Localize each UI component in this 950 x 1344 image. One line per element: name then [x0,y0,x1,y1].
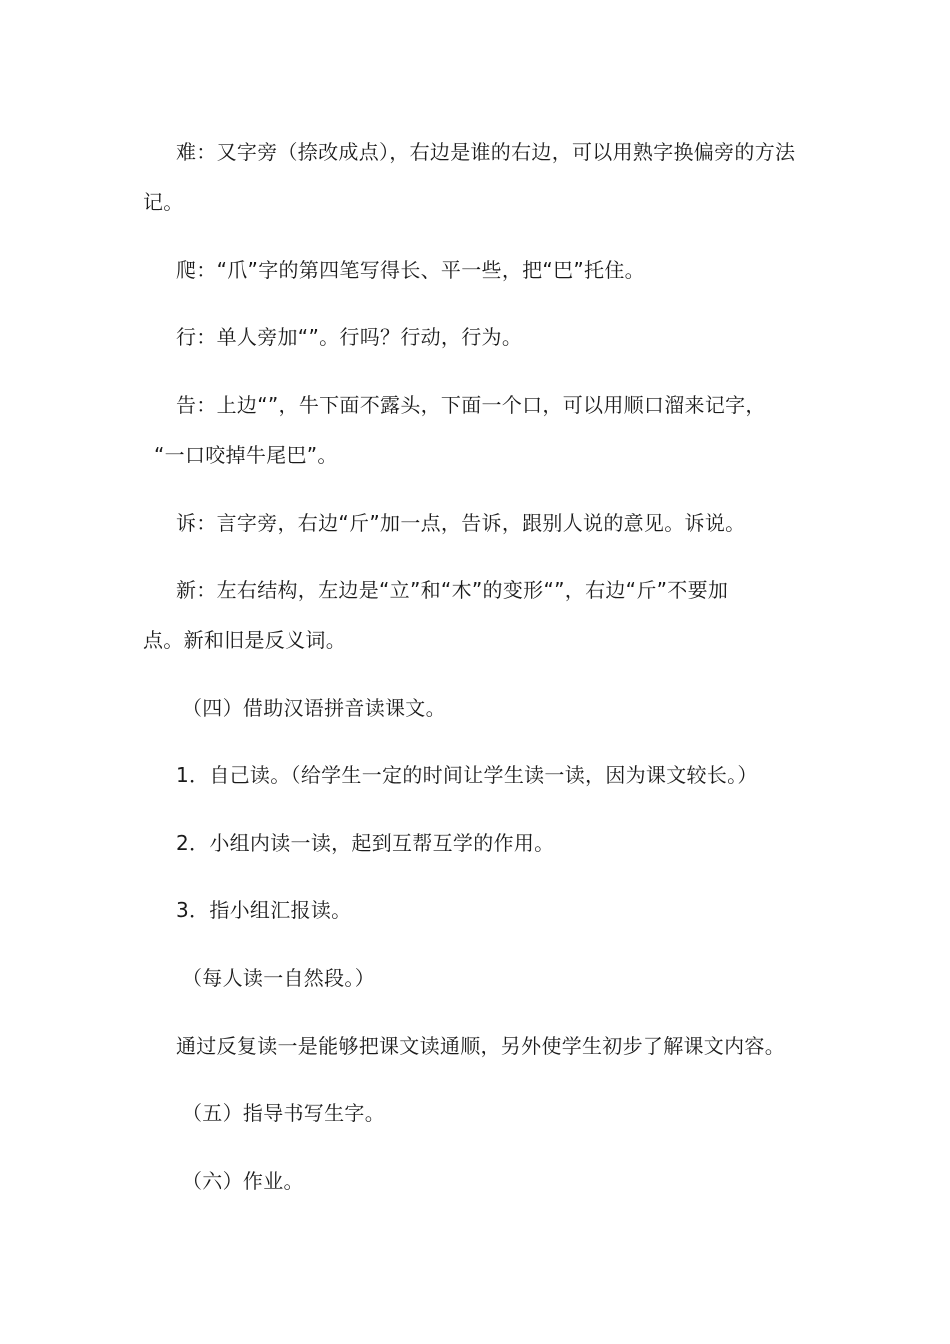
list-item-3: 3．指小组汇报读。 [176,898,352,922]
list-item-2: 2．小组内读一读，起到互帮互学的作用。 [176,831,555,855]
section-heading-6: （六）作业。 [182,1169,304,1193]
paragraph-summary: 通过反复读一是能够把课文读通顺，另外使学生初步了解课文内容。 [176,1034,785,1058]
paragraph-su: 诉：言字旁，右边“斤”加一点，告诉，跟别人说的意见。诉说。 [176,511,746,535]
paragraph-gao-line-1: 告：上边“”，牛下面不露头，下面一个口，可以用顺口溜来记字， [176,393,766,417]
paragraph-gao-line-2: “一口咬掉牛尾巴”。 [154,443,338,467]
list-item-3-note: （每人读一自然段。） [182,966,375,990]
paragraph-xing: 行：单人旁加“”。行吗？行动，行为。 [176,325,523,349]
list-item-1: 1．自己读。（给学生一定的时间让学生读一读，因为课文较长。） [176,763,758,787]
paragraph-pa: 爬：“爪”字的第四笔写得长、平一些，把“巴”托住。 [176,258,645,282]
paragraph-xin-line-1: 新：左右结构，左边是“立”和“木”的变形“”，右边“斤”不要加 [176,578,729,602]
paragraph-nan-line-2: 记。 [143,190,184,214]
section-heading-4: （四）借助汉语拼音读课文。 [182,696,446,720]
section-heading-5: （五）指导书写生字。 [182,1101,385,1125]
paragraph-nan-line-1: 难：又字旁（捺改成点），右边是谁的右边，可以用熟字换偏旁的方法 [176,140,796,164]
paragraph-xin-line-2: 点。新和旧是反义词。 [143,628,346,652]
